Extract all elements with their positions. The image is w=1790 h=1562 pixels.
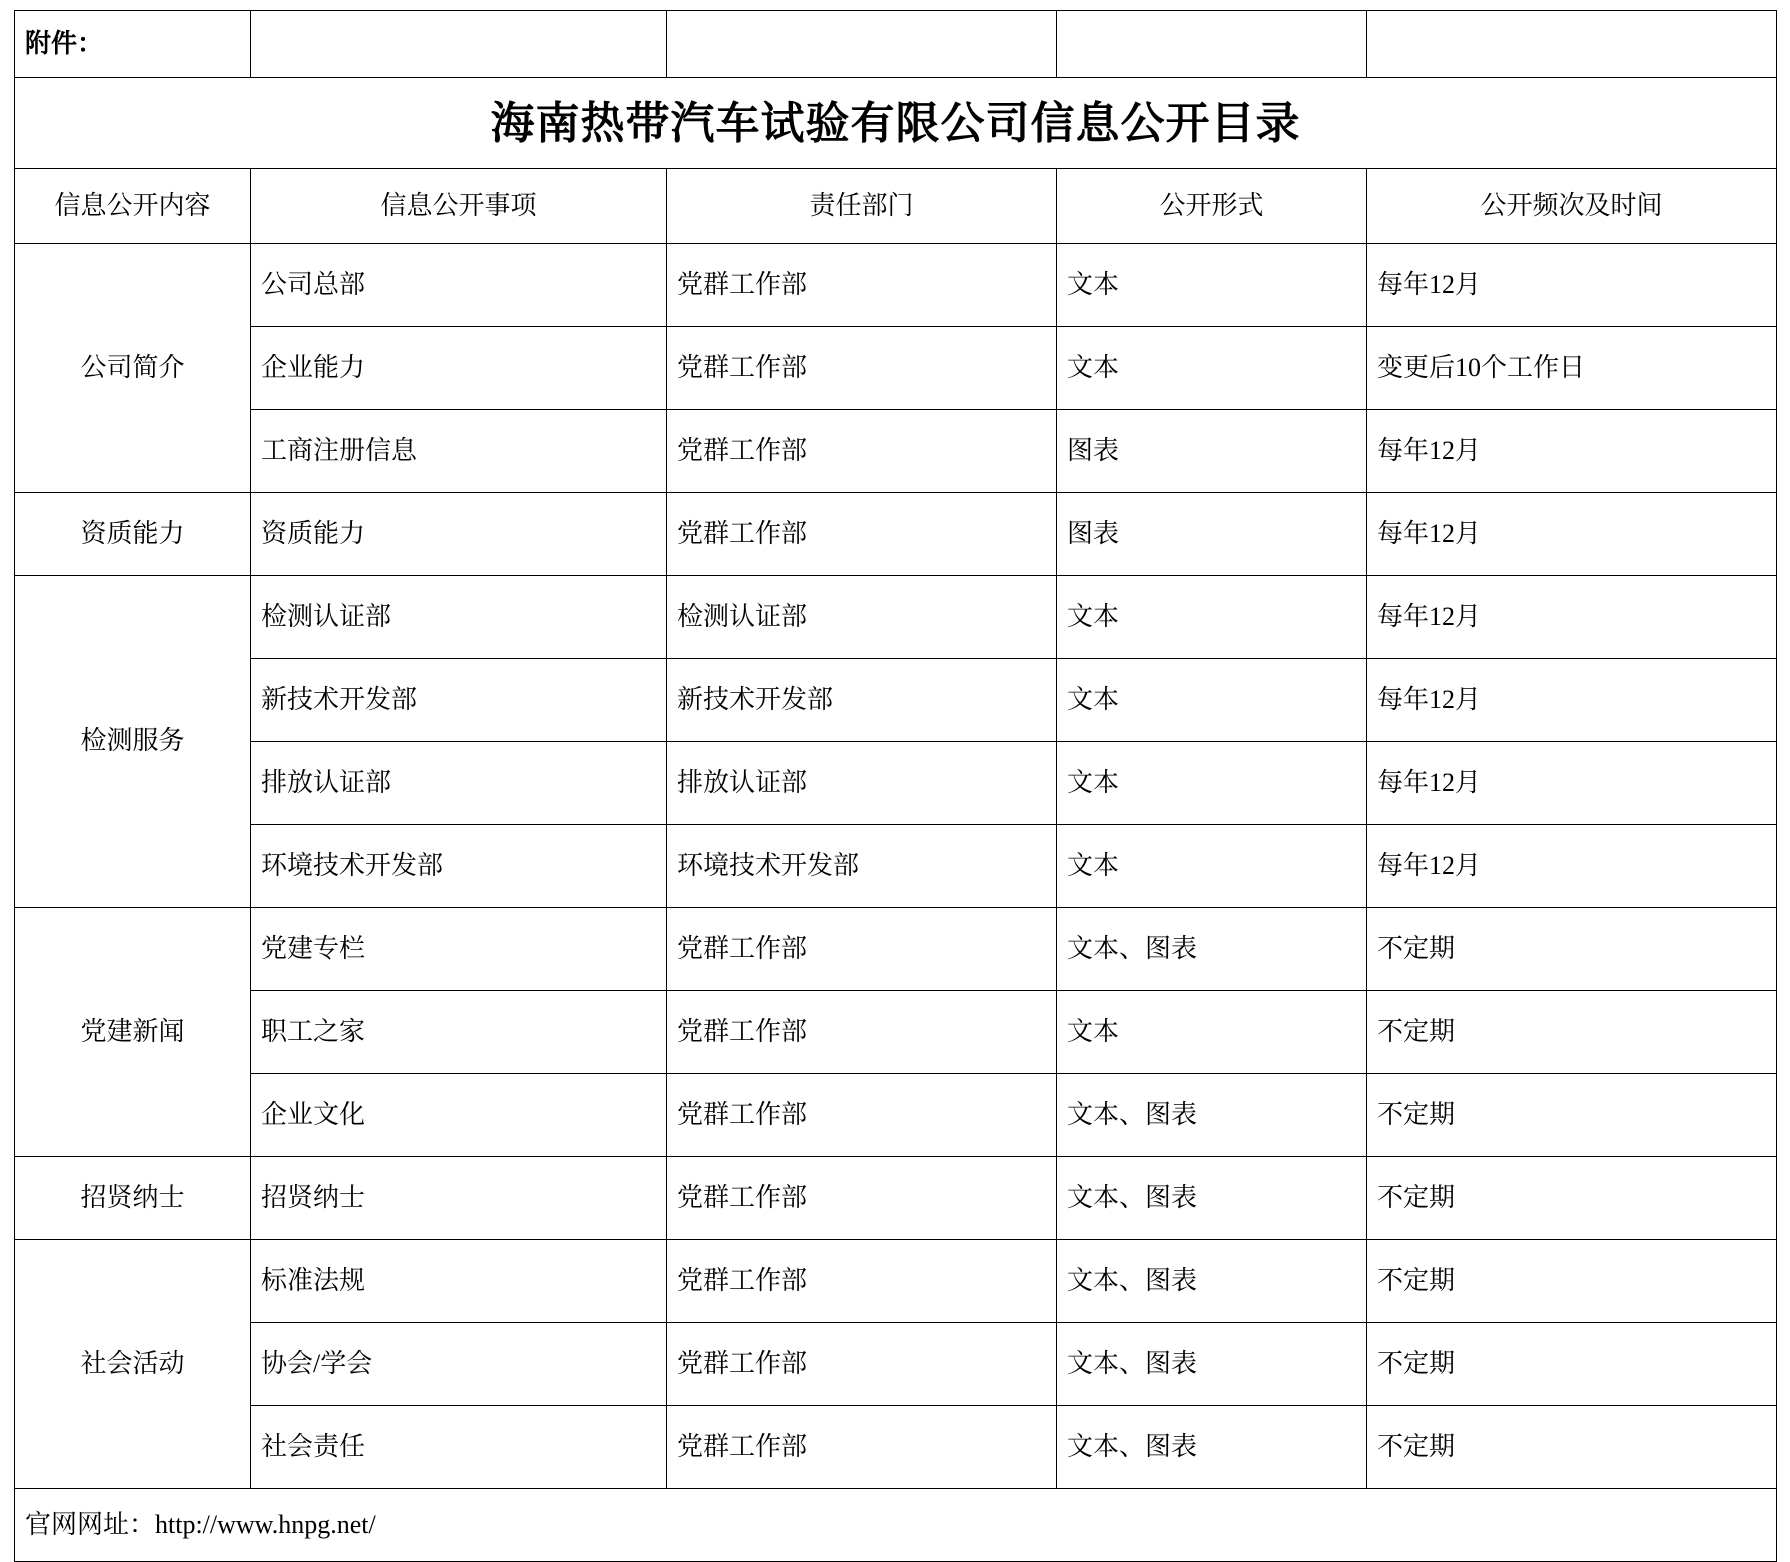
item-cell: 检测认证部: [251, 576, 667, 659]
item-cell: 排放认证部: [251, 742, 667, 825]
form-cell: 文本、图表: [1057, 1323, 1367, 1406]
department-cell: 党群工作部: [667, 244, 1057, 327]
item-cell: 招贤纳士: [251, 1157, 667, 1240]
table-row: [15, 493, 1777, 576]
department-cell: 党群工作部: [667, 410, 1057, 493]
title-row: [15, 78, 1777, 169]
department-cell: 党群工作部: [667, 493, 1057, 576]
form-cell: 文本: [1057, 244, 1367, 327]
frequency-cell: 不定期: [1367, 908, 1777, 991]
form-cell: 图表: [1057, 493, 1367, 576]
information-disclosure-table: [14, 10, 1777, 1562]
item-cell: 企业能力: [251, 327, 667, 410]
frequency-cell: 每年12月: [1367, 825, 1777, 908]
column-header-item: 信息公开事项: [251, 169, 667, 244]
category-cell: 社会活动: [15, 1240, 251, 1489]
frequency-cell: 每年12月: [1367, 493, 1777, 576]
department-cell: 党群工作部: [667, 327, 1057, 410]
frequency-cell: 不定期: [1367, 1074, 1777, 1157]
item-cell: 党建专栏: [251, 908, 667, 991]
category-cell: 党建新闻: [15, 908, 251, 1157]
column-header-frequency: 公开频次及时间: [1367, 169, 1777, 244]
department-cell: 党群工作部: [667, 1323, 1057, 1406]
form-cell: 文本: [1057, 576, 1367, 659]
frequency-cell: 每年12月: [1367, 576, 1777, 659]
department-cell: 党群工作部: [667, 908, 1057, 991]
item-cell: 企业文化: [251, 1074, 667, 1157]
attachment-empty-cell-4: [1367, 11, 1777, 78]
frequency-cell: 每年12月: [1367, 742, 1777, 825]
form-cell: 文本、图表: [1057, 1240, 1367, 1323]
frequency-cell: 变更后10个工作日: [1367, 327, 1777, 410]
form-cell: 文本、图表: [1057, 1074, 1367, 1157]
department-cell: 新技术开发部: [667, 659, 1057, 742]
department-cell: 排放认证部: [667, 742, 1057, 825]
item-cell: 工商注册信息: [251, 410, 667, 493]
item-cell: 职工之家: [251, 991, 667, 1074]
category-cell: 资质能力: [15, 493, 251, 576]
item-cell: 资质能力: [251, 493, 667, 576]
table-row: [15, 908, 1777, 991]
page-title: 海南热带汽车试验有限公司信息公开目录: [490, 98, 1301, 148]
department-cell: 党群工作部: [667, 1157, 1057, 1240]
item-cell: 公司总部: [251, 244, 667, 327]
table-row: [15, 1157, 1777, 1240]
table-row: [15, 576, 1777, 659]
form-cell: 文本、图表: [1057, 1406, 1367, 1489]
item-cell: 协会/学会: [251, 1323, 667, 1406]
department-cell: 党群工作部: [667, 1240, 1057, 1323]
attachment-empty-cell-3: [1057, 11, 1367, 78]
attachment-label-cell: [15, 11, 251, 78]
table-row: [15, 825, 1777, 908]
table-row: [15, 327, 1777, 410]
item-cell: 新技术开发部: [251, 659, 667, 742]
department-cell: 检测认证部: [667, 576, 1057, 659]
frequency-cell: 不定期: [1367, 1157, 1777, 1240]
table-row: [15, 1074, 1777, 1157]
department-cell: 环境技术开发部: [667, 825, 1057, 908]
frequency-cell: 每年12月: [1367, 659, 1777, 742]
form-cell: 文本: [1057, 327, 1367, 410]
department-cell: 党群工作部: [667, 991, 1057, 1074]
attachment-label: 附件：: [25, 28, 104, 59]
form-cell: 文本: [1057, 825, 1367, 908]
department-cell: 党群工作部: [667, 1406, 1057, 1489]
frequency-cell: 不定期: [1367, 1323, 1777, 1406]
frequency-cell: 每年12月: [1367, 410, 1777, 493]
table-row: [15, 244, 1777, 327]
form-cell: 文本: [1057, 991, 1367, 1074]
column-header-content: 信息公开内容: [15, 169, 251, 244]
attachment-row: [15, 11, 1777, 78]
form-cell: 图表: [1057, 410, 1367, 493]
frequency-cell: 每年12月: [1367, 244, 1777, 327]
frequency-cell: 不定期: [1367, 1240, 1777, 1323]
footer-cell: [15, 1489, 1777, 1562]
category-cell: 检测服务: [15, 576, 251, 908]
title-cell: [15, 78, 1777, 169]
table-header-row: [15, 169, 1777, 244]
item-cell: 社会责任: [251, 1406, 667, 1489]
column-header-department: 责任部门: [667, 169, 1057, 244]
attachment-empty-cell-2: [667, 11, 1057, 78]
form-cell: 文本: [1057, 659, 1367, 742]
table-row: [15, 410, 1777, 493]
category-cell: 招贤纳士: [15, 1157, 251, 1240]
table-row: [15, 742, 1777, 825]
frequency-cell: 不定期: [1367, 991, 1777, 1074]
form-cell: 文本、图表: [1057, 908, 1367, 991]
table-row: [15, 659, 1777, 742]
table-row: [15, 1323, 1777, 1406]
attachment-empty-cell-1: [251, 11, 667, 78]
department-cell: 党群工作部: [667, 1074, 1057, 1157]
footer-row: [15, 1489, 1777, 1562]
form-cell: 文本: [1057, 742, 1367, 825]
column-header-form: 公开形式: [1057, 169, 1367, 244]
website-url-text: 官网网址：http://www.hnpg.net/: [25, 1509, 376, 1539]
frequency-cell: 不定期: [1367, 1406, 1777, 1489]
form-cell: 文本、图表: [1057, 1157, 1367, 1240]
table-row: [15, 1240, 1777, 1323]
item-cell: 标准法规: [251, 1240, 667, 1323]
table-row: [15, 991, 1777, 1074]
table-body: [15, 11, 1777, 1562]
table-row: [15, 1406, 1777, 1489]
category-cell: 公司简介: [15, 244, 251, 493]
item-cell: 环境技术开发部: [251, 825, 667, 908]
